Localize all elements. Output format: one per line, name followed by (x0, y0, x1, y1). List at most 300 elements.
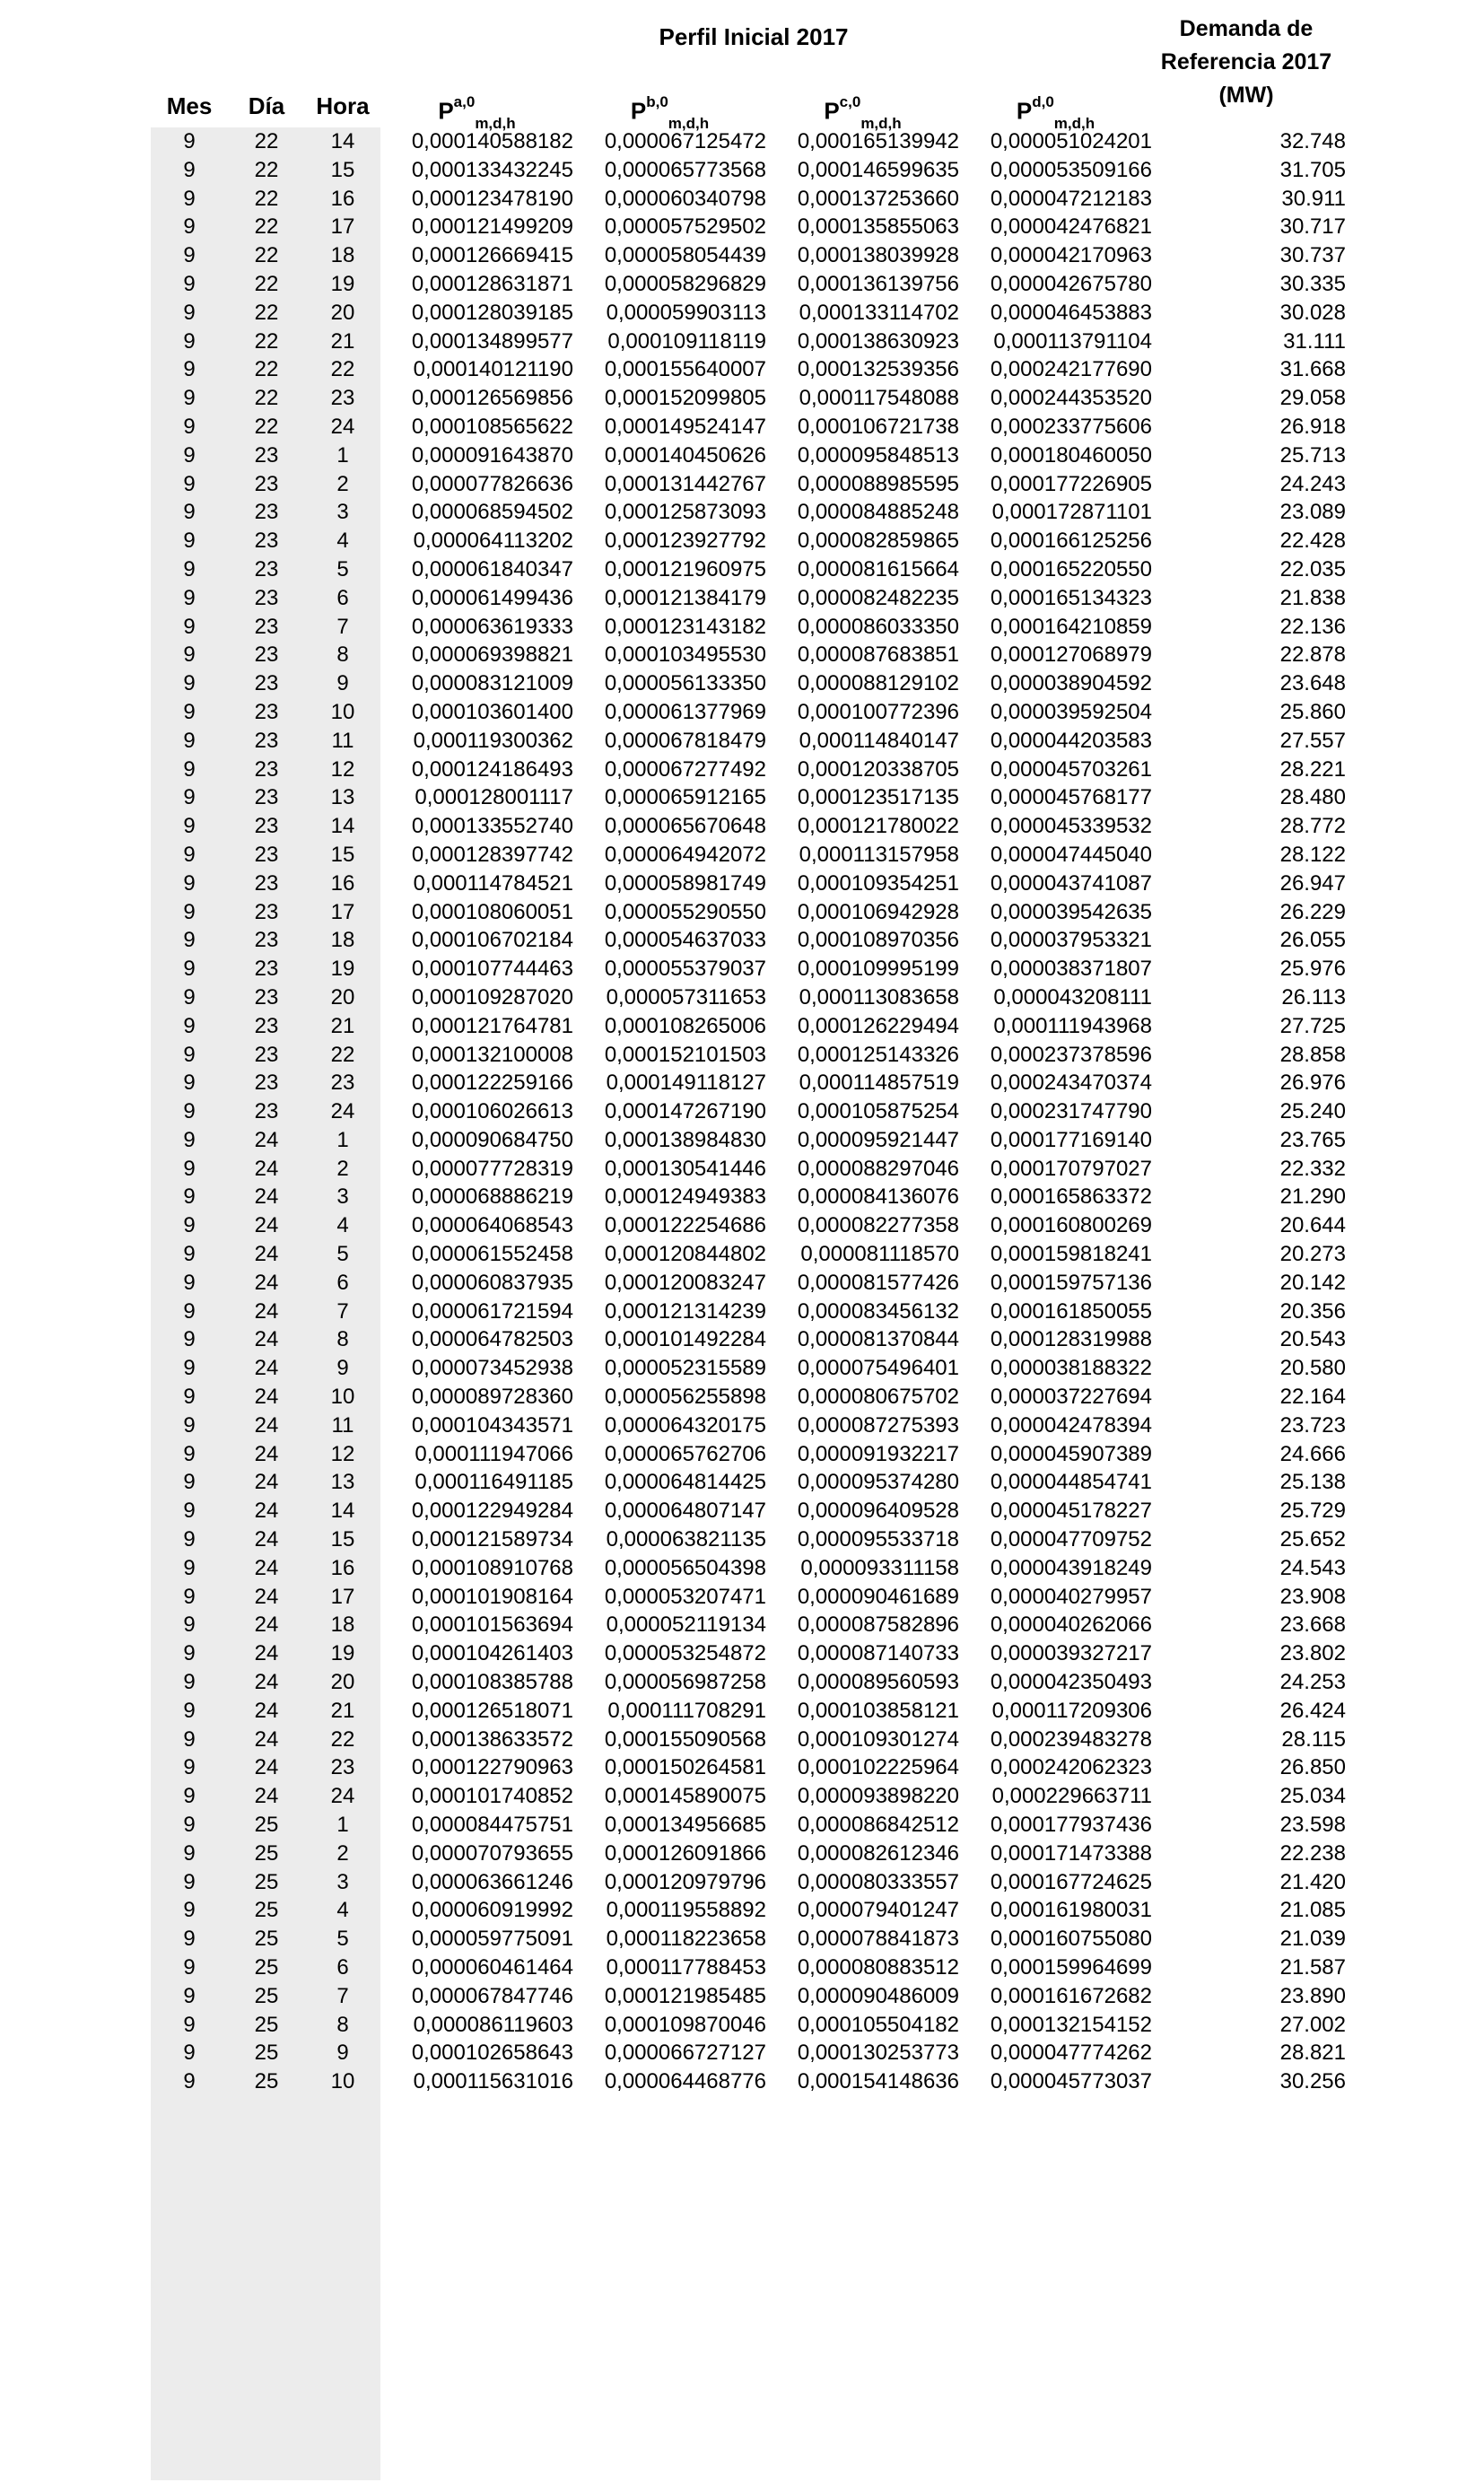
mes-cell: 9 (183, 129, 196, 153)
mes-cell: 9 (183, 785, 196, 810)
pc-cell: 0,000138630923 (797, 328, 959, 354)
hora-cell: 18 (330, 928, 355, 953)
table-row (151, 1269, 1346, 1298)
pa-cell: 0,000084475751 (411, 1813, 573, 1838)
mes-cell: 9 (183, 614, 196, 639)
dia-cell: 23 (254, 442, 279, 468)
hora-cell: 10 (330, 2069, 355, 2094)
pd-cell: 0,000113791104 (993, 328, 1152, 354)
mes-cell: 9 (183, 471, 196, 496)
hora-cell: 21 (330, 1698, 355, 1723)
pd-cell: 0,000047709752 (990, 1527, 1152, 1552)
table-row (151, 698, 1346, 727)
pd-cell: 0,000046453883 (990, 300, 1152, 325)
dia-cell: 23 (254, 756, 279, 782)
dia-cell: 23 (254, 699, 279, 724)
dia-cell: 23 (254, 1099, 279, 1124)
pb-cell: 0,000138984830 (604, 1127, 766, 1152)
dia-cell: 25 (254, 1955, 279, 1980)
mes-cell: 9 (183, 1698, 196, 1723)
pd-cell: 0,000053509166 (990, 157, 1152, 182)
dia-cell: 24 (254, 1270, 279, 1295)
hora-cell: 7 (336, 614, 349, 639)
pc-cell: 0,000093898220 (797, 1784, 959, 1809)
pd-cell: 0,000040279957 (990, 1584, 1152, 1609)
header-hora: Hora (316, 92, 370, 119)
header-pb-sup: b,0 (646, 93, 668, 110)
pa-cell: 0,000119300362 (413, 728, 573, 753)
pb-cell: 0,000117788453 (606, 1955, 766, 1980)
table-row (151, 1753, 1346, 1782)
mes-cell: 9 (183, 186, 196, 211)
demand-cell: 20.356 (1279, 1298, 1346, 1324)
pb-cell: 0,000055290550 (604, 899, 766, 924)
pc-cell: 0,000087275393 (797, 1412, 959, 1438)
hora-cell: 23 (330, 1071, 355, 1096)
pb-cell: 0,000103495530 (604, 642, 766, 668)
pd-cell: 0,000172871101 (991, 500, 1152, 525)
pc-cell: 0,000081615664 (797, 556, 959, 581)
pb-cell: 0,000125873093 (604, 500, 766, 525)
pb-cell: 0,000059903113 (606, 300, 766, 325)
demand-cell: 30.737 (1279, 243, 1346, 268)
hora-cell: 18 (330, 243, 355, 268)
demand-cell: 30.717 (1279, 214, 1346, 240)
hora-cell: 1 (336, 1127, 349, 1152)
header-dia: Día (248, 92, 285, 119)
pc-cell: 0,000081118570 (800, 1242, 959, 1267)
hora-cell: 8 (336, 1327, 349, 1352)
pb-cell: 0,000155640007 (604, 357, 766, 382)
pd-cell: 0,000242062323 (990, 1755, 1152, 1780)
table-row (151, 498, 1346, 527)
hora-cell: 4 (336, 529, 349, 554)
mes-cell: 9 (183, 814, 196, 839)
hora-cell: 6 (336, 1270, 349, 1295)
pd-cell: 0,000038371807 (990, 957, 1152, 982)
table-row (151, 1497, 1346, 1525)
hora-cell: 19 (330, 271, 355, 296)
table-row (151, 1298, 1346, 1326)
mes-cell: 9 (183, 1270, 196, 1295)
dia-cell: 25 (254, 2041, 279, 2066)
hora-cell: 5 (336, 556, 349, 581)
mes-cell: 9 (183, 928, 196, 953)
dia-cell: 23 (254, 556, 279, 581)
dia-cell: 22 (254, 386, 279, 411)
pc-cell: 0,000132539356 (797, 357, 959, 382)
table-row (151, 1868, 1346, 1897)
table-row (151, 185, 1346, 214)
demand-cell: 30.335 (1279, 271, 1346, 296)
pa-cell: 0,000128397742 (411, 842, 573, 867)
table-row (151, 1982, 1346, 2011)
dia-cell: 24 (254, 1698, 279, 1723)
pa-cell: 0,000068886219 (411, 1184, 573, 1210)
pc-cell: 0,000130253773 (797, 2041, 959, 2066)
pa-cell: 0,000068594502 (411, 500, 573, 525)
dia-cell: 23 (254, 928, 279, 953)
pc-cell: 0,000114857519 (799, 1071, 959, 1096)
table-row (151, 470, 1346, 499)
demand-cell: 28.115 (1281, 1726, 1346, 1752)
table-row (151, 1925, 1346, 1953)
pc-cell: 0,000109995199 (797, 957, 959, 982)
demand-cell: 24.666 (1279, 1441, 1346, 1466)
pa-cell: 0,000106026613 (411, 1099, 573, 1124)
pd-cell: 0,000170797027 (990, 1156, 1152, 1181)
hora-cell: 14 (330, 129, 355, 153)
demand-cell: 27.002 (1279, 2012, 1346, 2037)
pa-cell: 0,000090684750 (411, 1127, 573, 1152)
dia-cell: 24 (254, 1184, 279, 1210)
table-row (151, 1811, 1346, 1840)
pa-cell: 0,000126569856 (411, 386, 573, 411)
mes-cell: 9 (183, 1641, 196, 1666)
pb-cell: 0,000155090568 (604, 1726, 766, 1752)
pb-cell: 0,000150264581 (604, 1755, 766, 1780)
pc-cell: 0,000106721738 (797, 414, 959, 439)
pb-cell: 0,000064942072 (604, 842, 766, 867)
table-row (151, 1097, 1346, 1126)
dia-cell: 24 (254, 1584, 279, 1609)
pd-cell: 0,000039542635 (990, 899, 1152, 924)
pd-cell: 0,000159818241 (990, 1242, 1152, 1267)
hora-cell: 23 (330, 386, 355, 411)
table-row (151, 127, 1346, 156)
pc-cell: 0,000154148636 (797, 2069, 959, 2094)
pb-cell: 0,000065912165 (604, 785, 766, 810)
demand-cell: 21.039 (1279, 1927, 1346, 1952)
pc-cell: 0,000080675702 (797, 1385, 959, 1410)
dia-cell: 23 (254, 471, 279, 496)
mes-cell: 9 (183, 1013, 196, 1038)
table-title: Perfil Inicial 2017 (659, 23, 849, 50)
pa-cell: 0,000104343571 (411, 1412, 573, 1438)
table-row (151, 1383, 1346, 1412)
demand-cell: 22.035 (1279, 556, 1346, 581)
table-row (151, 841, 1346, 870)
pa-cell: 0,000101740852 (411, 1784, 573, 1809)
pb-cell: 0,000120844802 (604, 1242, 766, 1267)
demand-cell: 23.648 (1279, 671, 1346, 696)
pa-cell: 0,000134899577 (411, 328, 573, 354)
pd-cell: 0,000128319988 (990, 1327, 1152, 1352)
header-pd (959, 86, 1152, 132)
mes-cell: 9 (183, 442, 196, 468)
table-row (151, 669, 1346, 698)
pc-cell: 0,000095374280 (797, 1470, 959, 1495)
header-pc-sup: c,0 (839, 93, 861, 110)
demand-header-line-1: Demanda de (1179, 16, 1314, 41)
pd-cell: 0,000038188322 (990, 1356, 1152, 1381)
dia-cell: 23 (254, 785, 279, 810)
demand-cell: 25.034 (1279, 1784, 1346, 1809)
mes-cell: 9 (183, 1327, 196, 1352)
table-row (151, 1611, 1346, 1639)
pc-cell: 0,000138039928 (797, 243, 959, 268)
pb-cell: 0,000064320175 (604, 1412, 766, 1438)
mes-cell: 9 (183, 1412, 196, 1438)
pd-cell: 0,000233775606 (990, 414, 1152, 439)
table-row (151, 727, 1346, 756)
hora-cell: 15 (330, 842, 355, 867)
pd-cell: 0,000159757136 (990, 1270, 1152, 1295)
hora-cell: 22 (330, 357, 355, 382)
dia-cell: 22 (254, 157, 279, 182)
hora-cell: 12 (330, 1441, 355, 1466)
demand-header-line-3: (MW) (1218, 83, 1274, 108)
pd-cell: 0,000164210859 (990, 614, 1152, 639)
hora-cell: 20 (330, 1670, 355, 1695)
hora-cell: 19 (330, 1641, 355, 1666)
mes-cell: 9 (183, 1499, 196, 1524)
pa-cell: 0,000111947066 (415, 1441, 573, 1466)
pd-cell: 0,000045907389 (990, 1441, 1152, 1466)
pa-cell: 0,000108385788 (411, 1670, 573, 1695)
mes-cell: 9 (183, 671, 196, 696)
pa-cell: 0,000064782503 (411, 1327, 573, 1352)
dia-cell: 22 (254, 186, 279, 211)
pd-cell: 0,000161980031 (990, 1898, 1152, 1923)
demand-cell: 26.850 (1279, 1755, 1346, 1780)
hora-cell: 24 (330, 1099, 355, 1124)
table-row (151, 1069, 1346, 1097)
header-pb (573, 86, 766, 132)
mes-cell: 9 (183, 585, 196, 610)
pd-cell: 0,000043208111 (993, 984, 1152, 1010)
hora-cell: 20 (330, 300, 355, 325)
dia-cell: 24 (254, 1555, 279, 1580)
table-row (151, 2039, 1346, 2067)
pd-cell: 0,000038904592 (990, 671, 1152, 696)
pb-cell: 0,000058981749 (604, 870, 766, 896)
demand-cell: 22.136 (1279, 614, 1346, 639)
pb-cell: 0,000056255898 (604, 1385, 766, 1410)
pb-cell: 0,000060340798 (604, 186, 766, 211)
table-row (151, 1639, 1346, 1668)
pa-cell: 0,000128039185 (411, 300, 573, 325)
mes-cell: 9 (183, 1385, 196, 1410)
pc-cell: 0,000087140733 (797, 1641, 959, 1666)
hora-cell: 11 (331, 728, 354, 753)
pc-cell: 0,000123517135 (797, 785, 959, 810)
hora-cell: 9 (336, 1356, 349, 1381)
pa-cell: 0,000064068543 (411, 1213, 573, 1238)
pc-cell: 0,000103858121 (797, 1698, 959, 1723)
demand-cell: 23.802 (1279, 1641, 1346, 1666)
table-row (151, 1211, 1346, 1240)
pa-cell: 0,000077826636 (411, 471, 573, 496)
pc-cell: 0,000096409528 (797, 1499, 959, 1524)
pa-cell: 0,000123478190 (411, 186, 573, 211)
dia-cell: 23 (254, 614, 279, 639)
dia-cell: 24 (254, 1470, 279, 1495)
pa-cell: 0,000089728360 (411, 1385, 573, 1410)
pb-cell: 0,000130541446 (604, 1156, 766, 1181)
pa-cell: 0,000101908164 (411, 1584, 573, 1609)
pb-cell: 0,000065670648 (604, 814, 766, 839)
dia-cell: 24 (254, 1298, 279, 1324)
dia-cell: 23 (254, 500, 279, 525)
dia-cell: 24 (254, 1784, 279, 1809)
mes-cell: 9 (183, 414, 196, 439)
table-row (151, 1726, 1346, 1754)
pc-cell: 0,000088297046 (797, 1156, 959, 1181)
dia-cell: 24 (254, 1213, 279, 1238)
pa-cell: 0,000091643870 (411, 442, 573, 468)
pd-cell: 0,000167724625 (990, 1869, 1152, 1894)
mes-cell: 9 (183, 1213, 196, 1238)
pb-cell: 0,000064807147 (604, 1499, 766, 1524)
pb-cell: 0,000121960975 (604, 556, 766, 581)
pc-cell: 0,000089560593 (797, 1670, 959, 1695)
mes-cell: 9 (183, 328, 196, 354)
pb-cell: 0,000147267190 (604, 1099, 766, 1124)
pa-cell: 0,000060919992 (411, 1898, 573, 1923)
mes-cell: 9 (183, 1670, 196, 1695)
pb-cell: 0,000126091866 (604, 1840, 766, 1866)
table-row (151, 1183, 1346, 1211)
table-row (151, 1840, 1346, 1868)
pa-cell: 0,000073452938 (411, 1356, 573, 1381)
hora-cell: 15 (330, 1527, 355, 1552)
hora-cell: 21 (330, 1013, 355, 1038)
pd-cell: 0,000039592504 (990, 699, 1152, 724)
pa-cell: 0,000132100008 (411, 1042, 573, 1067)
pb-cell: 0,000121314239 (604, 1298, 766, 1324)
pc-cell: 0,000088129102 (797, 671, 959, 696)
hora-cell: 19 (330, 957, 355, 982)
pb-cell: 0,000058296829 (604, 271, 766, 296)
pc-cell: 0,000108970356 (797, 928, 959, 953)
pc-cell: 0,000105875254 (797, 1099, 959, 1124)
hora-cell: 10 (330, 699, 355, 724)
hora-cell: 17 (330, 1584, 355, 1609)
pd-cell: 0,000047445040 (990, 842, 1152, 867)
pc-cell: 0,000126229494 (797, 1013, 959, 1038)
pd-cell: 0,000111943968 (993, 1013, 1152, 1038)
mes-cell: 9 (183, 1955, 196, 1980)
hora-cell: 3 (336, 1869, 349, 1894)
table-row (151, 584, 1346, 613)
pb-cell: 0,000052315589 (604, 1356, 766, 1381)
mes-cell: 9 (183, 1584, 196, 1609)
pc-cell: 0,000081370844 (797, 1327, 959, 1352)
pa-cell: 0,000108910768 (411, 1555, 573, 1580)
table-row (151, 870, 1346, 898)
demand-cell: 22.238 (1279, 1840, 1346, 1866)
mes-cell: 9 (183, 1441, 196, 1466)
pd-cell: 0,000239483278 (990, 1726, 1152, 1752)
pa-cell: 0,000128001117 (415, 785, 573, 810)
dia-cell: 24 (254, 1726, 279, 1752)
mes-cell: 9 (183, 1983, 196, 2008)
mes-cell: 9 (183, 556, 196, 581)
hora-cell: 6 (336, 1955, 349, 1980)
dia-cell: 22 (254, 414, 279, 439)
pa-cell: 0,000140588182 (411, 129, 573, 153)
pc-cell: 0,000113157958 (799, 842, 959, 867)
pa-cell: 0,000064113202 (413, 529, 573, 554)
hora-cell: 9 (336, 671, 349, 696)
dia-cell: 24 (254, 1441, 279, 1466)
table-row (151, 898, 1346, 927)
mes-cell: 9 (183, 1156, 196, 1181)
dia-cell: 25 (254, 2012, 279, 2037)
pc-cell: 0,000146599635 (797, 157, 959, 182)
pc-cell: 0,000086033350 (797, 614, 959, 639)
table-row (151, 1412, 1346, 1440)
demand-header-line-2: Referencia 2017 (1160, 49, 1332, 74)
mes-cell: 9 (183, 870, 196, 896)
demand-cell: 22.332 (1279, 1156, 1346, 1181)
hora-cell: 1 (336, 442, 349, 468)
demand-cell: 25.729 (1279, 1499, 1346, 1524)
mes-cell: 9 (183, 957, 196, 982)
mes-cell: 9 (183, 500, 196, 525)
pd-cell: 0,000165863372 (990, 1184, 1152, 1210)
table-row (151, 1012, 1346, 1041)
pb-cell: 0,000145890075 (604, 1784, 766, 1809)
dia-cell: 22 (254, 214, 279, 240)
pa-cell: 0,000116491185 (415, 1470, 573, 1495)
pb-cell: 0,000052119134 (606, 1613, 766, 1638)
demand-cell: 30.028 (1279, 300, 1346, 325)
pd-cell: 0,000042350493 (990, 1670, 1152, 1695)
demand-cell: 28.480 (1279, 785, 1346, 810)
pd-cell: 0,000165134323 (990, 585, 1152, 610)
table-row (151, 2067, 1346, 2096)
demand-cell: 21.838 (1279, 585, 1346, 610)
mes-cell: 9 (183, 2012, 196, 2037)
demand-cell: 20.644 (1279, 1213, 1346, 1238)
pc-cell: 0,000109301274 (797, 1726, 959, 1752)
dia-cell: 23 (254, 957, 279, 982)
mes-cell: 9 (183, 1784, 196, 1809)
pb-cell: 0,000119558892 (606, 1898, 766, 1923)
pd-cell: 0,000044203583 (990, 728, 1152, 753)
mes-cell: 9 (183, 214, 196, 240)
pd-cell: 0,000127068979 (990, 642, 1152, 668)
mes-cell: 9 (183, 899, 196, 924)
mes-cell: 9 (183, 2069, 196, 2094)
pa-cell: 0,000122259166 (411, 1071, 573, 1096)
demand-cell: 23.908 (1279, 1584, 1346, 1609)
pc-cell: 0,000087683851 (797, 642, 959, 668)
hora-cell: 11 (331, 1412, 354, 1438)
mes-cell: 9 (183, 1184, 196, 1210)
mes-cell: 9 (183, 1071, 196, 1096)
pc-cell: 0,000084885248 (797, 500, 959, 525)
mes-cell: 9 (183, 1527, 196, 1552)
hora-cell: 8 (336, 2012, 349, 2037)
demand-cell: 31.668 (1279, 357, 1346, 382)
pa-cell: 0,000124186493 (411, 756, 573, 782)
table-row (151, 555, 1346, 584)
pc-cell: 0,000088985595 (797, 471, 959, 496)
hora-cell: 4 (336, 1213, 349, 1238)
pd-cell: 0,000165220550 (990, 556, 1152, 581)
demand-cell: 23.765 (1279, 1127, 1346, 1152)
pb-cell: 0,000067277492 (604, 756, 766, 782)
mes-cell: 9 (183, 1356, 196, 1381)
mes-cell: 9 (183, 1470, 196, 1495)
table-row (151, 413, 1346, 441)
pb-cell: 0,000061377969 (604, 699, 766, 724)
hora-cell: 3 (336, 1184, 349, 1210)
hora-cell: 23 (330, 1755, 355, 1780)
